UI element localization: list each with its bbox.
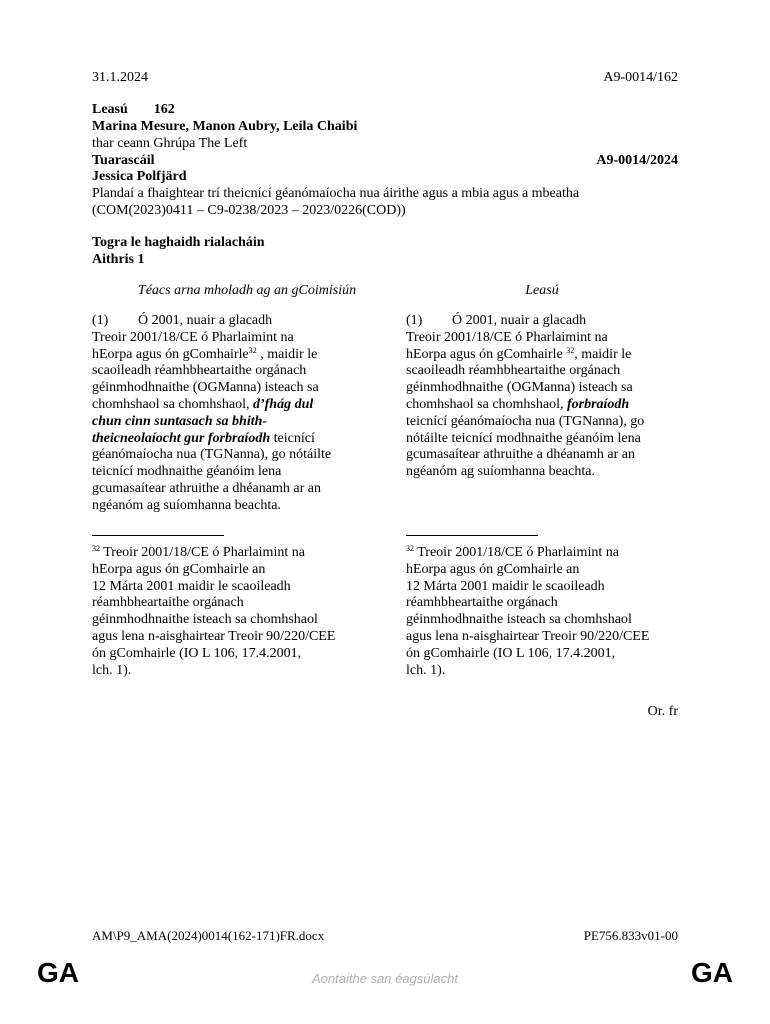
inserted-text: forbraíodh xyxy=(566,396,630,412)
report-reference: A9-0014/2024 xyxy=(596,153,678,168)
commission-text: (1) Ó 2001, nuair a glacadh Treoir 2001/18/CE ó Pharlaimint na hEorpa agus ón gComhairle$^{32}$ , maidir le scaoileadh réamhbheartaithe orgánach géinmhodhnaithe (OGManna) isteach sa chomhshaol sa chomhshaol, d’fhág dul chun cinn suntasach sa bhith- theicneolaíocht gur forbraíodh teicnící géanómaíocha nua (TGNanna), go nótáilte teicnící modhnaithe géanóim lena gcumasaítear athruithe a dhéanamh ar an ngéanóm ag suíomhanna beachta. xyxy=(92,313,367,515)
eu-motto: Aontaithe san éagsúlacht xyxy=(312,971,458,986)
amendment-authors: Marina Mesure, Manon Aubry, Leila Chaibi xyxy=(92,119,358,134)
procedure-title: Plandaí a fhaightear trí theicnící géanómaíocha nua áirithe agus a mbia agus a mbeatha xyxy=(92,186,580,201)
document-date: 31.1.2024 xyxy=(92,70,148,85)
original-language: Or. fr xyxy=(647,704,678,719)
footer-pe-number: PE756.833v01-00 xyxy=(583,928,678,943)
footnote-separator xyxy=(92,535,224,536)
document-reference: A9-0014/162 xyxy=(603,70,678,85)
report-label: Tuarascáil xyxy=(92,153,155,168)
language-code-left: GA xyxy=(37,957,79,988)
recital-number: (1) xyxy=(406,313,423,328)
proposal-type: Togra le haghaidh rialacháin xyxy=(92,235,265,250)
amendment-text: (1) Ó 2001, nuair a glacadh Treoir 2001/18/CE ó Pharlaimint na hEorpa agus ón gComhairle $^{32}$, maidir le scaoileadh réamhbheartaithe orgánach géinmhodhnaithe (OGManna) isteach sa chomhshaol sa chomhshaol, forbraíodh teicnící géanómaíocha nua (TGNanna), go nótáilte teicnící modhnaithe géanóim lena gcumasaítear athruithe a dhéanamh ar an ngéanóm ag suíomhanna beachta. xyxy=(406,313,645,480)
recital-number: (1) xyxy=(92,313,109,328)
recital-label: Aithris 1 xyxy=(92,252,145,267)
footnote-left: $^{32}$ Treoir 2001/18/CE ó Pharlaimint na hEorpa agus ón gComhairle an 12 Márta 2001 maidir le scaoileadh réamhbheartaithe orgánach géinmhodhnaithe isteach sa chomhshaol agus lena n-aisghairtear Treoir 90/220/CEE ón gComhairle (IO L 106, 17.4.2001, lch. 1). xyxy=(92,544,336,678)
footnote-reference: 32 xyxy=(248,345,257,355)
procedure-codes: (COM(2023)0411 – C9-0238/2023 – 2023/0226(COD)) xyxy=(92,203,406,218)
deleted-text: chun cinn suntasach sa bhith- xyxy=(92,413,268,429)
footer-filename: AM\P9_AMA(2024)0014(162-171)FR.docx xyxy=(92,928,325,943)
rapporteur: Jessica Polfjärd xyxy=(92,169,187,184)
amendment-label: Leasú xyxy=(92,102,128,117)
political-group: thar ceann Ghrúpa The Left xyxy=(92,136,248,151)
right-column-header: Leasú xyxy=(525,283,559,298)
deleted-text: d’fhág dul xyxy=(252,396,314,412)
deleted-text: theicneolaíocht gur forbraíodh xyxy=(92,430,271,446)
footnote-separator xyxy=(406,535,538,536)
amendment-heading xyxy=(92,101,175,118)
left-column-header: Téacs arna mholadh ag an gCoimisiún xyxy=(137,283,357,298)
footnote-right: $^{32}$ Treoir 2001/18/CE ó Pharlaimint na hEorpa agus ón gComhairle an 12 Márta 2001 maidir le scaoileadh réamhbheartaithe orgánach géinmhodhnaithe isteach sa chomhshaol agus lena n-aisghairtear Treoir 90/220/CEE ón gComhairle (IO L 106, 17.4.2001, lch. 1). xyxy=(406,544,650,678)
amendment-number: 162 xyxy=(153,102,175,117)
language-code-right: GA xyxy=(691,957,733,988)
footnote-reference: 32 xyxy=(566,345,575,355)
